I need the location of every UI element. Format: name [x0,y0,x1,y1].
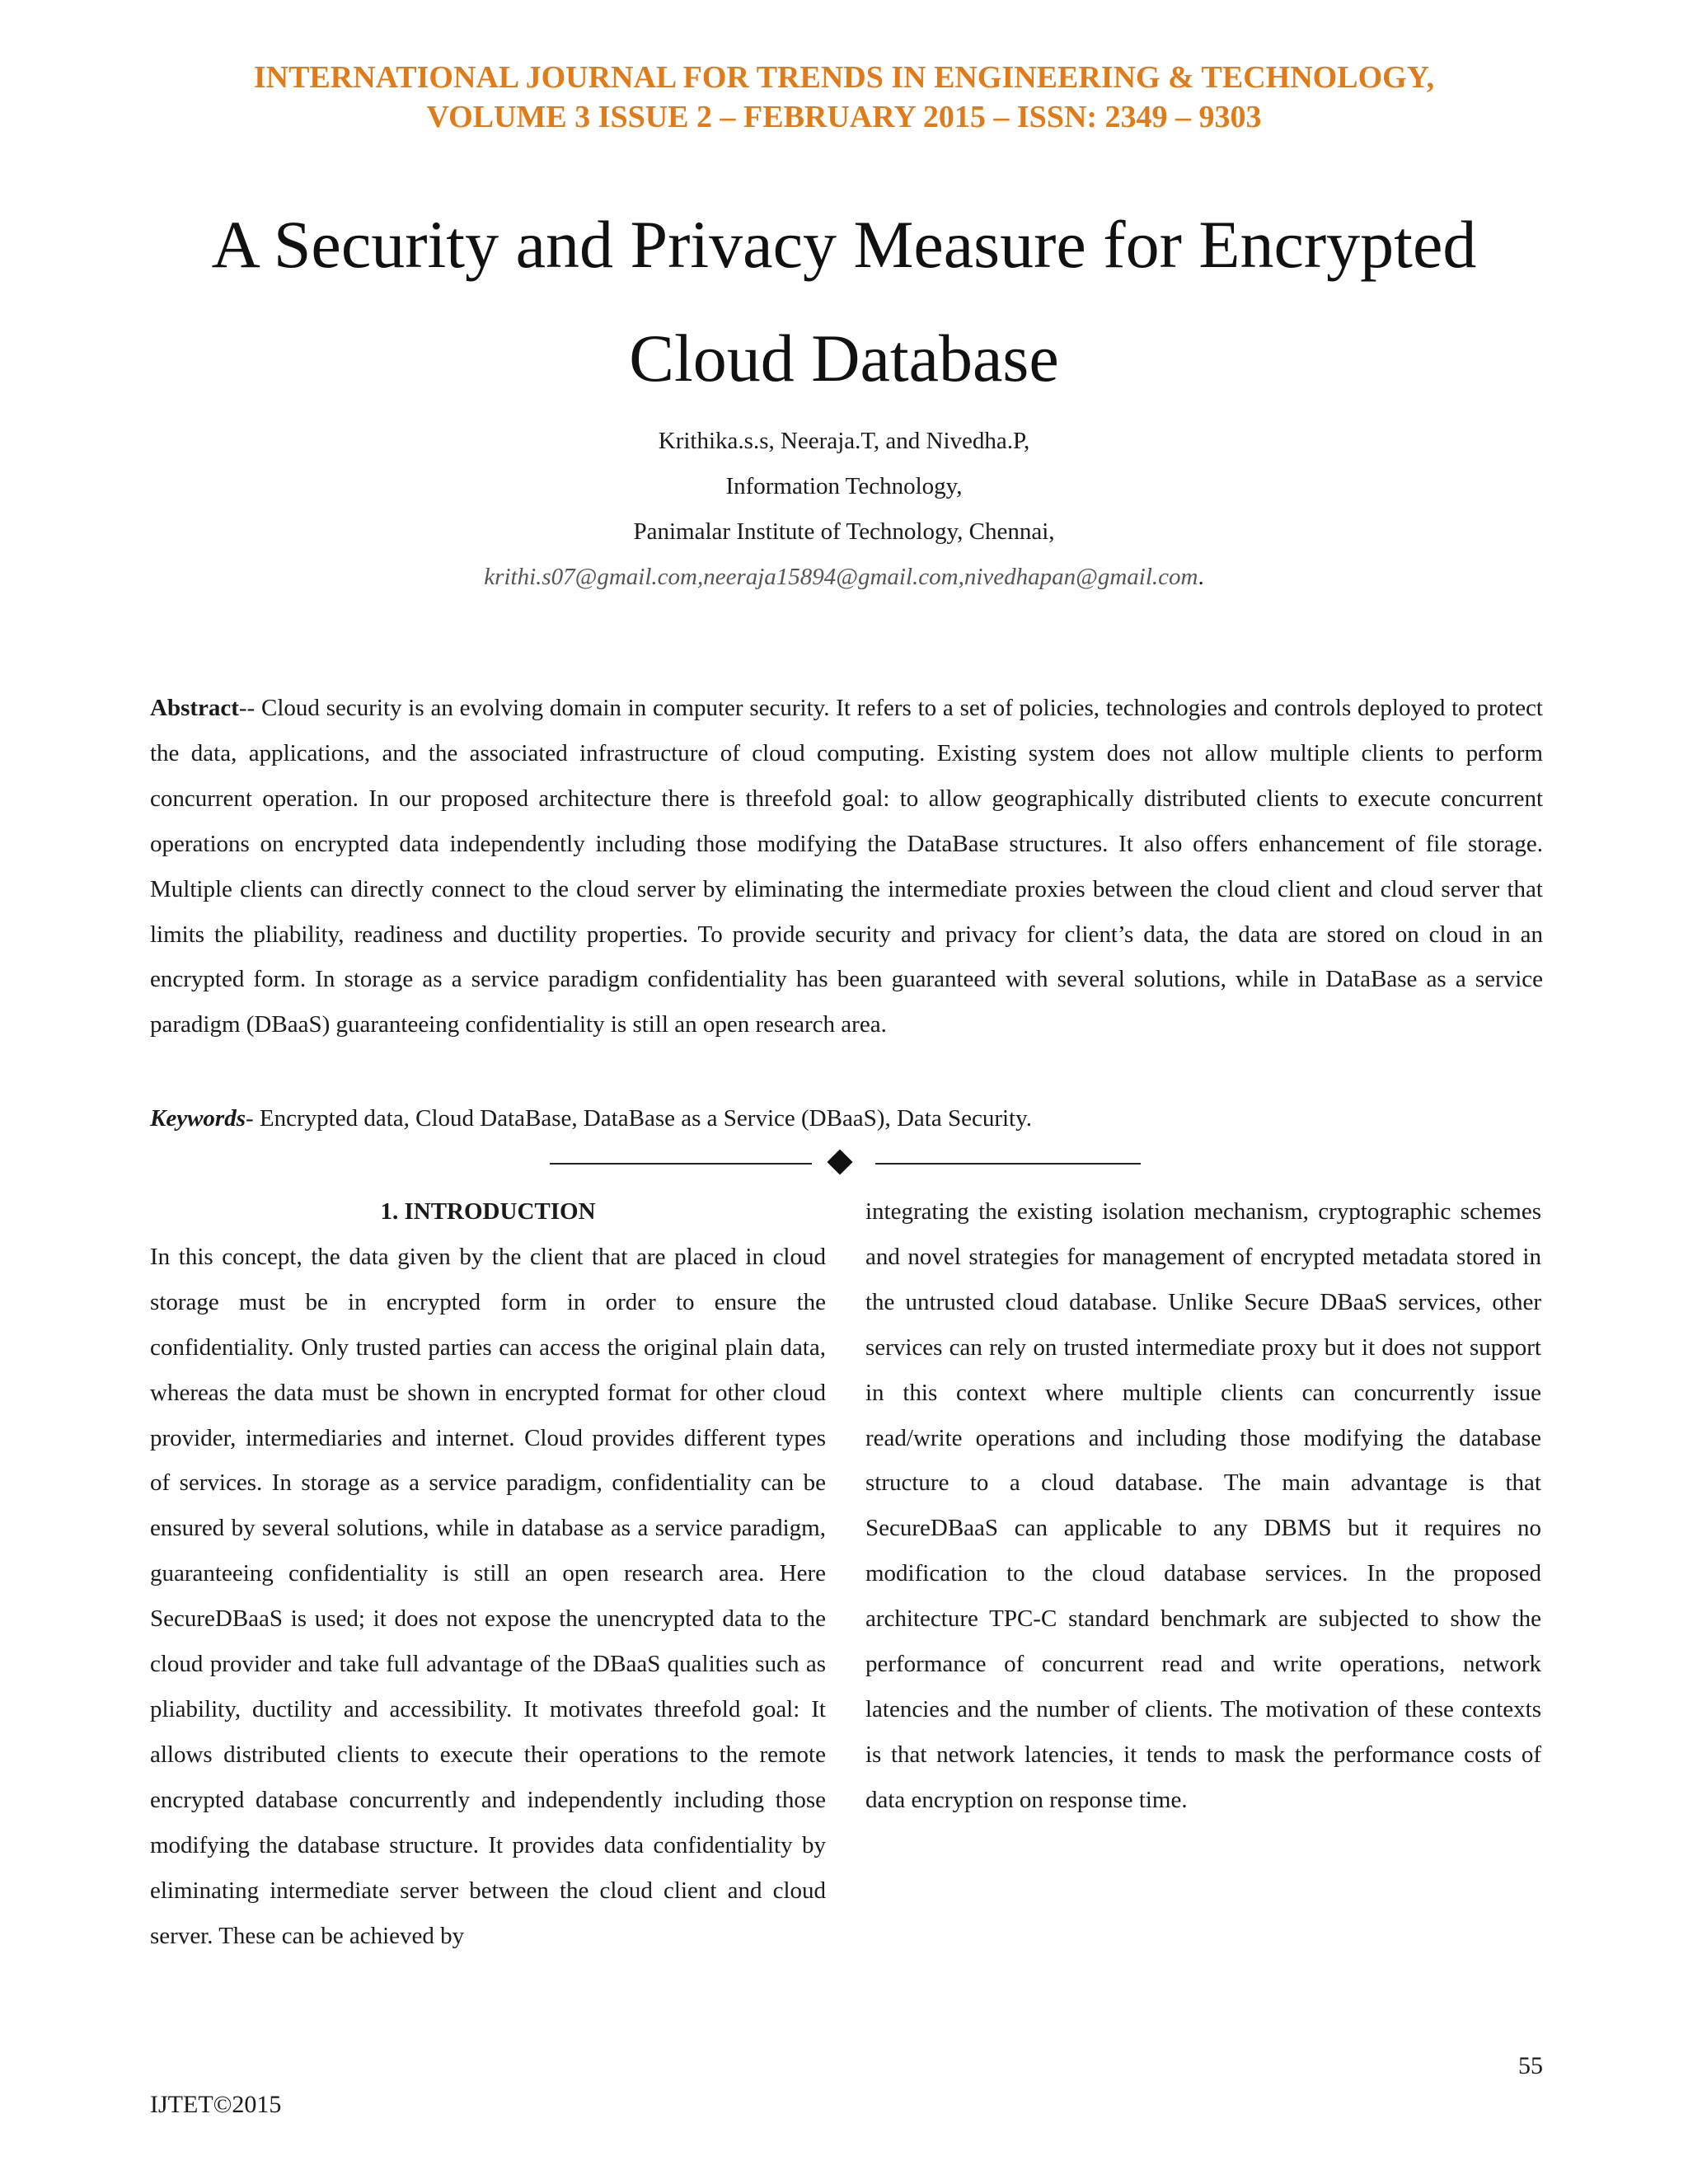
column-right [865,1189,1541,1823]
keywords-label: Keywords [150,1105,246,1132]
diamond-icon [827,1149,852,1174]
section-divider [0,1147,1688,1180]
page-number: 55 [1518,2052,1543,2079]
divider-line-right [875,1163,1141,1165]
author-names: Krithika.s.s, Neeraja.T, and Nivedha.P, [658,428,1030,454]
journal-header-line2: VOLUME 3 ISSUE 2 – FEBRUARY 2015 – ISSN: 2349 – 9303 [426,100,1262,134]
paper-title-line1: A Security and Privacy Measure for Encrypted [211,207,1477,282]
abstract [150,686,1543,1047]
author-institution: Panimalar Institute of Technology, Chennai, [633,518,1055,545]
author-emails: krithi.s07@gmail.com,neeraja15894@gmail.com,nivedhapan@gmail.com [484,564,1198,590]
column-left [150,1189,826,1958]
introduction-paragraph-right: integrating the existing isolation mechanism, cryptographic schemes and novel strategies for management of encrypted metadata stored in the untrusted cloud database. Unlike Secure DBaaS services, other services can rely on trusted intermediate proxy but it does not support in this context where multiple clients can concurrently issue read/write operations and including those modifying the database structure to a cloud database. The main advantage is that SecureDBaaS can applicable to any DBMS but it requires no modification to the cloud database services. In the proposed architecture TPC-C standard benchmark are subjected to show the performance of concurrent read and write operations, network latencies and the number of clients. The motivation of these contexts is that network latencies, it tends to mask the performance costs of data encryption on response time. [865,1198,1541,1813]
abstract-text: -- Cloud security is an evolving domain in computer security. It refers to a set of policies, technologies and controls deployed to protect the data, applications, and the associated infrastructure of cloud computing. Existing system does not allow multiple clients to perform concurrent operation. In our proposed architecture there is threefold goal: to allow geographically distributed clients to execute concurrent operations on encrypted data independently including those modifying the DataBase structures. It also offers enhancement of file storage. Multiple clients can directly connect to the cloud server by eliminating the intermediate proxies between the cloud client and cloud server that limits the pliability, readiness and ductility properties. To provide security and privacy for client’s data, the data are stored on cloud in an encrypted form. In storage as a service paradigm confidentiality has been guaranteed with several solutions, while in DataBase as a service paradigm (DBaaS) guaranteeing confidentiality is still an open research area. [150,695,1543,1038]
keywords [150,1096,1543,1141]
author-block [0,419,1688,600]
footer-copyright: IJTET©2015 [150,2091,282,2118]
section-heading-introduction: 1. INTRODUCTION [380,1198,596,1225]
journal-header-line1: INTERNATIONAL JOURNAL FOR TRENDS IN ENGINEERING & TECHNOLOGY, [253,60,1435,95]
author-emails-end: . [1198,564,1204,590]
divider-line-left [550,1163,812,1165]
paper-title [0,188,1688,415]
author-department: Information Technology, [725,473,963,499]
journal-header [0,58,1688,137]
author-emails-line [0,555,1688,600]
abstract-label: Abstract [150,695,239,721]
keywords-text: - Encrypted data, Cloud DataBase, DataBase as a Service (DBaaS), Data Security. [246,1105,1032,1132]
introduction-paragraph-left: In this concept, the data given by the client that are placed in cloud storage must be in encrypted form in order to ensure the confidentiality. Only trusted parties can access the original plain data, whereas the data must be shown in encrypted format for other cloud provider, intermediaries and internet. Cloud provides different types of services. In storage as a service paradigm, confidentiality can be ensured by several solutions, while in database as a service paradigm, guaranteeing confidentiality is still an open research area. Here SecureDBaaS is used; it does not expose the unencrypted data to the cloud provider and take full advantage of the DBaaS qualities such as pliability, ductility and accessibility. It motivates threefold goal: It allows distributed clients to execute their operations to the remote encrypted database concurrently and independently including those modifying the database structure. It provides data confidentiality by eliminating intermediate server between the cloud client and cloud server. These can be achieved by [150,1243,826,1949]
paper-title-line2: Cloud Database [629,321,1059,396]
